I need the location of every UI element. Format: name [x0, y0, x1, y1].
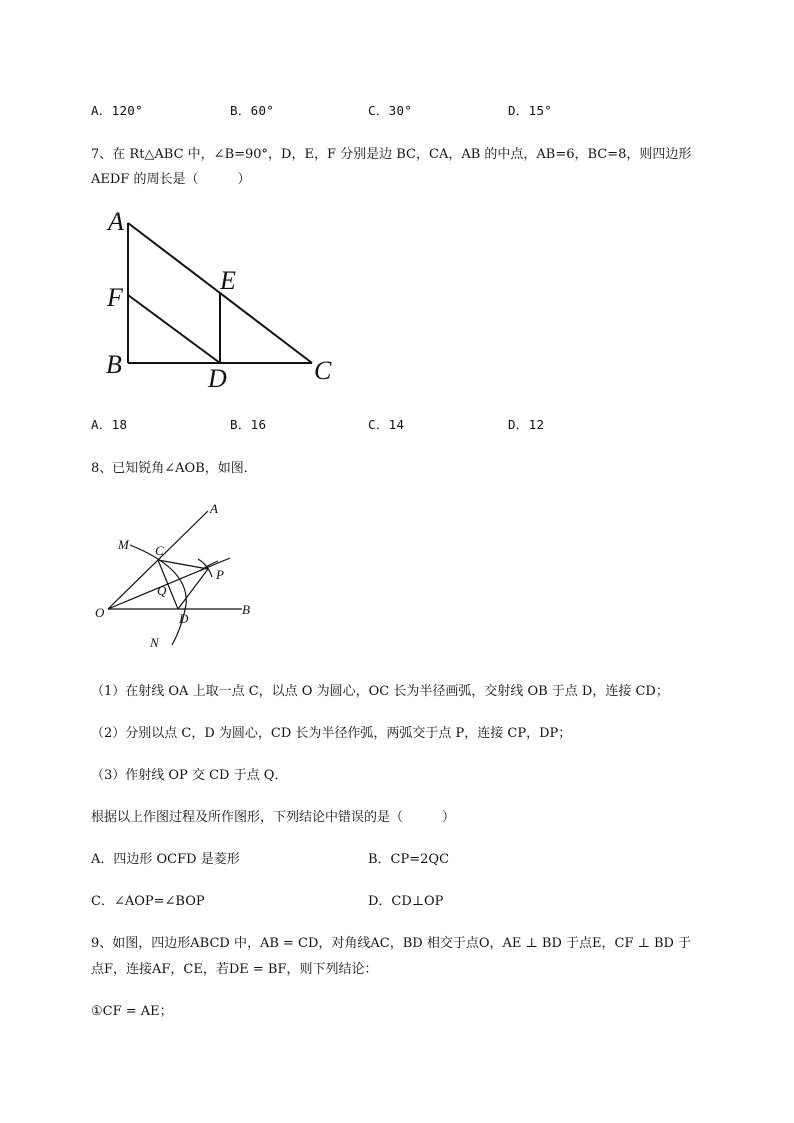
label-f: F [107, 283, 123, 312]
label-q: Q [157, 583, 167, 598]
q7-option-d: D．12 [508, 417, 545, 432]
label-a: A [108, 207, 124, 236]
label-b: B [106, 350, 122, 379]
label-e: E [220, 266, 236, 295]
q8-step1: （1）在射线 OA 上取一点 C，以点 O 为圆心，OC 长为半径画弧，交射线 OB 于点 D，连接 CD； [91, 684, 669, 699]
q8-option-d: D．CD⊥OP [368, 894, 444, 909]
q8-stem: 8、已知锐角∠AOB，如图． [91, 461, 257, 476]
q8-option-b: B．CP=2QC [368, 852, 450, 867]
label-p: P [216, 567, 224, 582]
q7-option-b: B．16 [230, 417, 267, 432]
q9-stem-line1: 9、如图，四边形ABCD 中，AB = CD，对角线AC，BD 相交于点O，AE ⊥ BD 于点E，CF ⊥ BD 于 [91, 936, 692, 951]
q8-option-c: C．∠AOP=∠BOP [91, 894, 205, 909]
q7-option-a: A．18 [91, 417, 128, 432]
q7-stem-line1: 7、在 Rt△ABC 中，∠B=90°，D，E，F 分别是边 BC，CA，AB 的中点，AB=6，BC=8，则四边形 [91, 147, 692, 162]
q8-construction-figure [90, 497, 270, 652]
q7-option-c: C．14 [368, 417, 405, 432]
q8-step3: （3）作射线 OP 交 CD 于点 Q． [91, 768, 288, 783]
label-d: D [179, 611, 189, 626]
q8-step2: （2）分别以点 C，D 为圆心，CD 长为半径作弧，两弧交于点 P，连接 CP，DP； [91, 726, 572, 741]
label-d: D [208, 364, 227, 393]
q6-option-b: B．60° [230, 103, 275, 118]
label-m: M [118, 537, 129, 552]
label-c: C [314, 356, 332, 385]
q8-option-a: A．四边形 OCFD 是菱形 [91, 852, 240, 867]
q9-stem-line2: 点F，连接AF，CE，若DE = BF，则下列结论： [91, 962, 378, 977]
label-b: B [242, 602, 250, 617]
q6-option-a: A．120° [91, 103, 143, 118]
q8-question: 根据以上作图过程及所作图形，下列结论中错误的是（ ） [91, 810, 456, 825]
q6-option-d: D．15° [508, 103, 553, 118]
label-a: A [210, 501, 218, 516]
q6-option-c: C．30° [368, 103, 413, 118]
label-n: N [150, 635, 159, 650]
q7-triangle-figure [100, 203, 340, 393]
label-c: C [155, 543, 164, 558]
q9-item1: ①CF = AE； [91, 1004, 173, 1019]
label-o: O [95, 605, 105, 620]
q7-stem-line2: AEDF 的周长是（ ） [91, 172, 251, 187]
